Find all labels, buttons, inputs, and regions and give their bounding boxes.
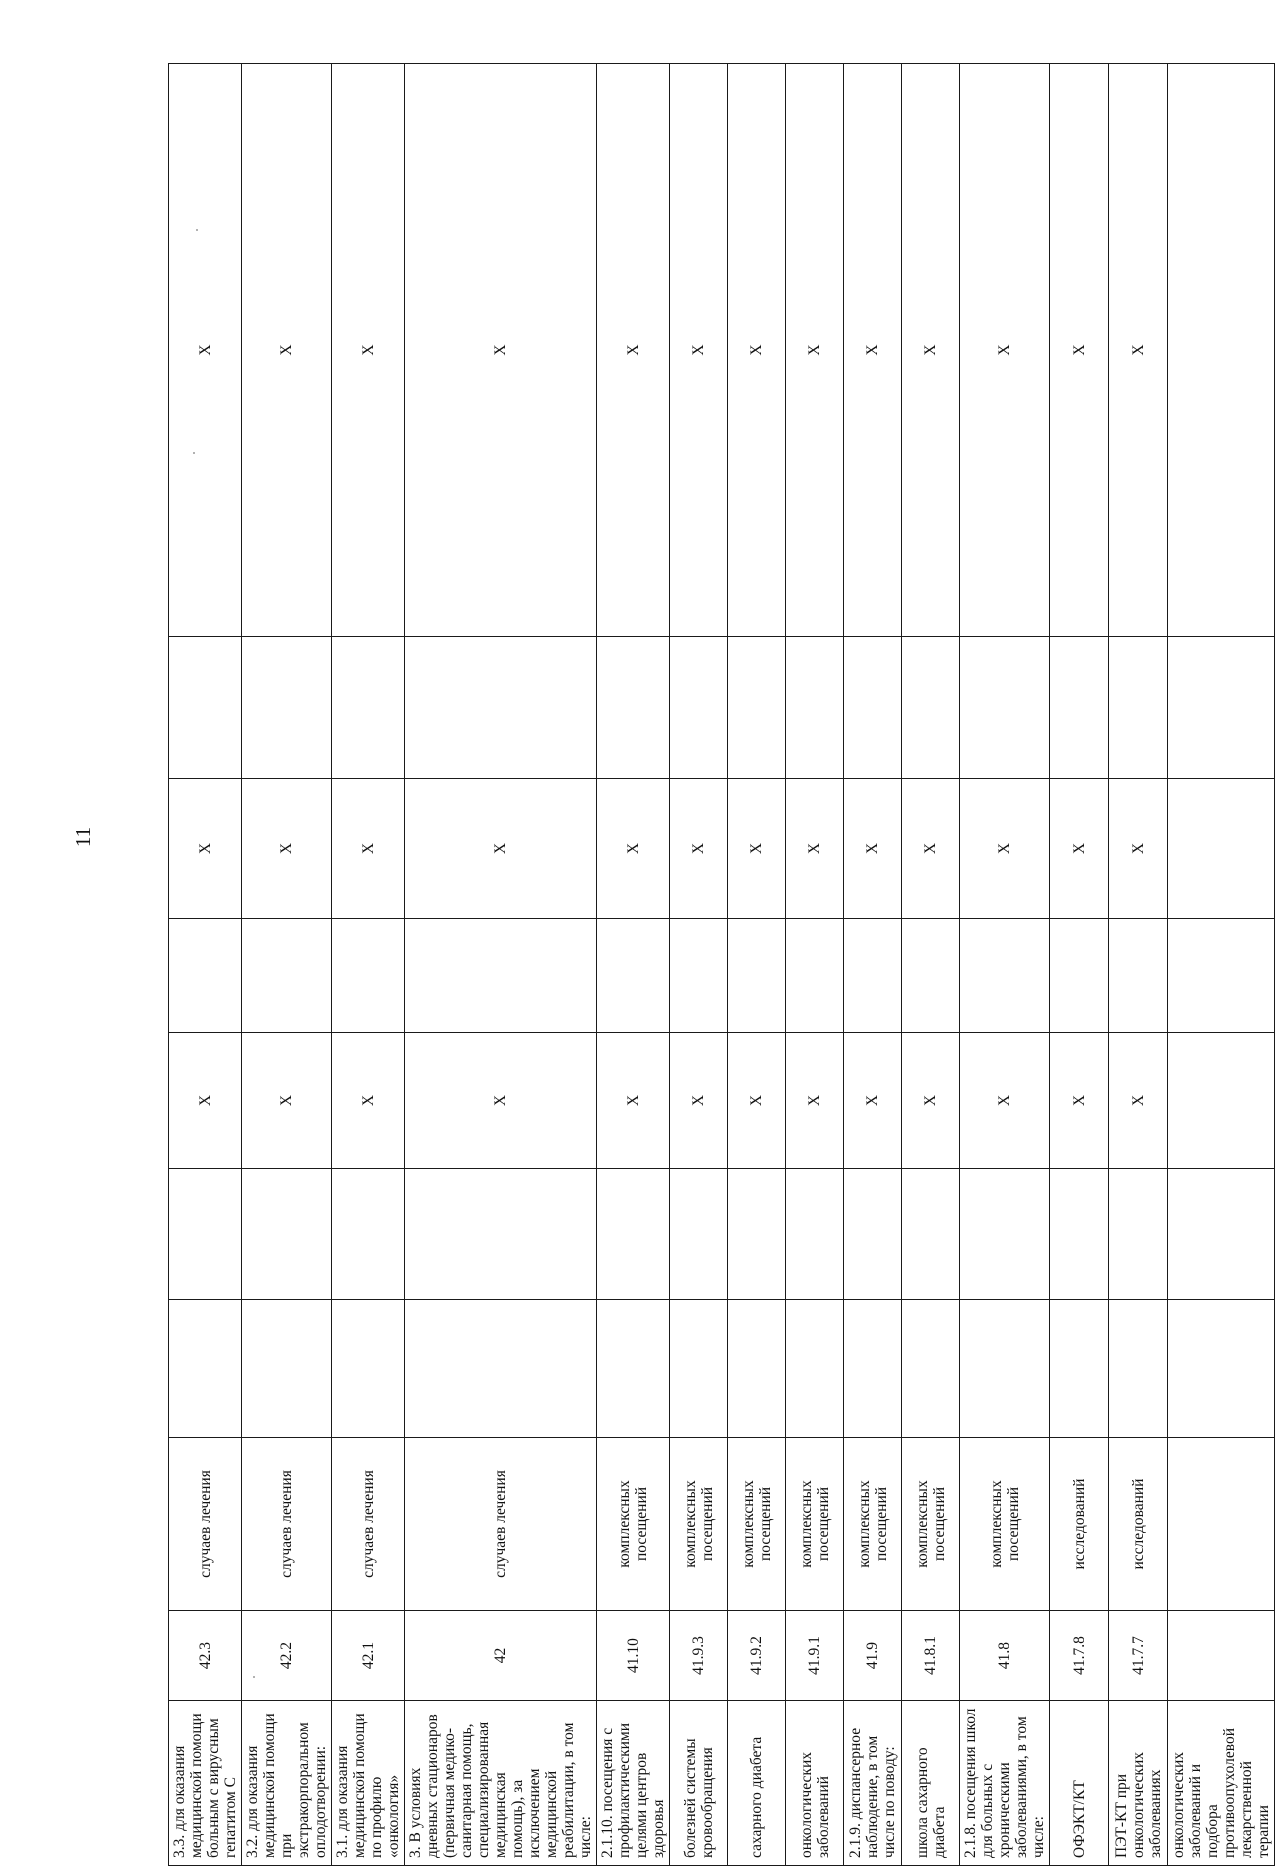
value-cell xyxy=(670,1300,728,1438)
row-code-cell: 41.8 xyxy=(960,1611,1050,1701)
value-cell xyxy=(405,1169,597,1300)
value-cell: X xyxy=(960,64,1050,637)
value-cell: X xyxy=(902,1033,960,1169)
value-cell: X xyxy=(1050,779,1109,919)
value-cell xyxy=(405,1300,597,1438)
row-unit-cell: комплексных посещений xyxy=(597,1438,670,1611)
value-cell xyxy=(902,1169,960,1300)
value-cell xyxy=(169,919,242,1033)
row-unit-cell: комплексных посещений xyxy=(670,1438,728,1611)
value-cell xyxy=(728,919,786,1033)
value-cell: X xyxy=(670,779,728,919)
row-code-cell: 41.7.7 xyxy=(1109,1611,1168,1701)
row-code-cell: 41.7.8 xyxy=(1050,1611,1109,1701)
row-code-cell: 42.3 xyxy=(169,1611,242,1701)
row-unit-cell: случаев лечения xyxy=(405,1438,597,1611)
value-cell: X xyxy=(728,1033,786,1169)
value-cell: X xyxy=(597,64,670,637)
value-cell xyxy=(1168,919,1275,1033)
table-row xyxy=(728,64,786,1866)
value-cell: X xyxy=(1109,1033,1168,1169)
row-code-cell: 41.9.2 xyxy=(728,1611,786,1701)
value-cell: X xyxy=(332,64,405,637)
table-row xyxy=(1050,64,1109,1866)
value-cell: X xyxy=(902,779,960,919)
row-code-cell: 42.2 xyxy=(242,1611,332,1701)
value-cell: X xyxy=(728,64,786,637)
value-cell: X xyxy=(169,64,242,637)
value-cell: X xyxy=(960,779,1050,919)
value-cell xyxy=(169,1300,242,1438)
value-cell: X xyxy=(844,1033,902,1169)
row-unit-cell: случаев лечения xyxy=(242,1438,332,1611)
value-cell: X xyxy=(1109,779,1168,919)
value-cell: X xyxy=(1050,64,1109,637)
row-code-cell: 41.9 xyxy=(844,1611,902,1701)
row-name-cell: 3.1. для оказания медицинской помощи по профилю «онкология» xyxy=(332,1701,405,1866)
row-unit-cell: комплексных посещений xyxy=(728,1438,786,1611)
value-cell xyxy=(597,919,670,1033)
value-cell xyxy=(960,919,1050,1033)
value-cell xyxy=(1168,1033,1275,1169)
value-cell xyxy=(1168,779,1275,919)
page-number: 11 xyxy=(71,826,95,848)
value-cell xyxy=(844,637,902,779)
row-unit-cell: комплексных посещений xyxy=(844,1438,902,1611)
value-cell xyxy=(1109,919,1168,1033)
table-row xyxy=(405,64,597,1866)
value-cell xyxy=(1109,637,1168,779)
value-cell xyxy=(242,1169,332,1300)
row-code-cell: 42 xyxy=(405,1611,597,1701)
row-name-cell: 3.3. для оказания медицинской помощи больным с вирусным гепатитом С xyxy=(169,1701,242,1866)
value-cell xyxy=(597,1300,670,1438)
value-cell xyxy=(1168,637,1275,779)
row-name-cell: болезней системы кровообращения xyxy=(670,1701,728,1866)
value-cell xyxy=(786,1169,844,1300)
value-cell: X xyxy=(597,1033,670,1169)
row-name-cell: ПЭТ-КТ при онкологических заболеваниях xyxy=(1109,1701,1168,1866)
value-cell: X xyxy=(786,1033,844,1169)
value-cell xyxy=(960,1169,1050,1300)
value-cell: X xyxy=(169,1033,242,1169)
row-name-cell: 2.1.9. диспансерное наблюдение, в том числе по поводу: xyxy=(844,1701,902,1866)
row-code-cell: 41.9.1 xyxy=(786,1611,844,1701)
value-cell: X xyxy=(670,64,728,637)
value-cell: X xyxy=(786,779,844,919)
value-cell xyxy=(786,919,844,1033)
value-cell xyxy=(960,637,1050,779)
value-cell: X xyxy=(786,64,844,637)
row-code-cell: 41.10 xyxy=(597,1611,670,1701)
value-cell xyxy=(1109,1169,1168,1300)
row-unit-cell: исследований xyxy=(1109,1438,1168,1611)
value-cell xyxy=(786,637,844,779)
value-cell: X xyxy=(902,64,960,637)
value-cell xyxy=(597,637,670,779)
value-cell: X xyxy=(844,64,902,637)
value-cell xyxy=(902,1300,960,1438)
row-code-cell: 41.9.3 xyxy=(670,1611,728,1701)
value-cell xyxy=(1050,1169,1109,1300)
value-cell: X xyxy=(405,64,597,637)
table-row xyxy=(670,64,728,1866)
value-cell xyxy=(405,919,597,1033)
row-name-cell: онкологических заболеваний xyxy=(786,1701,844,1866)
value-cell xyxy=(786,1300,844,1438)
value-cell: X xyxy=(1109,64,1168,637)
value-cell xyxy=(169,637,242,779)
value-cell xyxy=(844,919,902,1033)
value-cell: X xyxy=(332,1033,405,1169)
value-cell xyxy=(670,919,728,1033)
table-row xyxy=(1168,64,1275,1866)
value-cell xyxy=(332,1169,405,1300)
value-cell xyxy=(1109,1300,1168,1438)
row-code-cell: 42.1 xyxy=(332,1611,405,1701)
value-cell: X xyxy=(405,1033,597,1169)
value-cell: X xyxy=(242,1033,332,1169)
value-cell xyxy=(1168,1169,1275,1300)
row-unit-cell: комплексных посещений xyxy=(786,1438,844,1611)
row-unit-cell: случаев лечения xyxy=(169,1438,242,1611)
row-unit-cell xyxy=(1168,1438,1275,1611)
volume-table xyxy=(168,63,1275,1866)
row-unit-cell: комплексных посещений xyxy=(960,1438,1050,1611)
table-row xyxy=(242,64,332,1866)
value-cell xyxy=(844,1169,902,1300)
rotated-table-wrapper xyxy=(168,64,1272,1866)
row-unit-cell: комплексных посещений xyxy=(902,1438,960,1611)
row-unit-cell: случаев лечения xyxy=(332,1438,405,1611)
value-cell: X xyxy=(169,779,242,919)
value-cell: X xyxy=(1050,1033,1109,1169)
value-cell xyxy=(332,919,405,1033)
value-cell xyxy=(728,1169,786,1300)
value-cell xyxy=(902,637,960,779)
value-cell: X xyxy=(332,779,405,919)
value-cell xyxy=(728,1300,786,1438)
row-name-cell: школа сахарного диабета xyxy=(902,1701,960,1866)
value-cell: X xyxy=(405,779,597,919)
value-cell xyxy=(242,919,332,1033)
value-cell: X xyxy=(728,779,786,919)
value-cell xyxy=(242,1300,332,1438)
value-cell xyxy=(960,1300,1050,1438)
row-name-cell: 3. В условиях дневных стационаров (первичная медико-санитарная помощь, специализированная медицинская помощь), за исключением медицинской реабилитации, в том числе: xyxy=(405,1701,597,1866)
table-row xyxy=(597,64,670,1866)
row-name-cell: онкологических заболеваний и подбора противоопухолевой лекарственной терапии xyxy=(1168,1701,1275,1866)
value-cell xyxy=(1050,1300,1109,1438)
table-row xyxy=(786,64,844,1866)
value-cell xyxy=(670,637,728,779)
value-cell xyxy=(1050,919,1109,1033)
value-cell xyxy=(332,1300,405,1438)
row-name-cell: 3.2. для оказания медицинской помощи при экстракорпоральном оплодотворении: xyxy=(242,1701,332,1866)
value-cell xyxy=(597,1169,670,1300)
value-cell xyxy=(332,637,405,779)
table-row xyxy=(169,64,242,1866)
row-unit-cell: исследований xyxy=(1050,1438,1109,1611)
value-cell: X xyxy=(844,779,902,919)
row-name-cell: 2.1.8. посещения школ для больных с хроническими заболеваниями, в том числе: xyxy=(960,1701,1050,1866)
value-cell xyxy=(1050,637,1109,779)
value-cell: X xyxy=(242,779,332,919)
table-row xyxy=(332,64,405,1866)
row-code-cell: 41.8.1 xyxy=(902,1611,960,1701)
row-name-cell: 2.1.10. посещения с профилактическими целями центров здоровья xyxy=(597,1701,670,1866)
table-row xyxy=(902,64,960,1866)
value-cell xyxy=(902,919,960,1033)
value-cell xyxy=(405,637,597,779)
table-row xyxy=(1109,64,1168,1866)
value-cell: X xyxy=(597,779,670,919)
value-cell xyxy=(728,637,786,779)
value-cell xyxy=(1168,64,1275,637)
value-cell xyxy=(1168,1300,1275,1438)
value-cell: X xyxy=(242,64,332,637)
table-row xyxy=(844,64,902,1866)
value-cell xyxy=(169,1169,242,1300)
value-cell: X xyxy=(670,1033,728,1169)
row-name-cell: ОФЭКТ/КТ xyxy=(1050,1701,1109,1866)
table-row xyxy=(960,64,1050,1866)
table-body xyxy=(169,64,1275,1866)
row-code-cell xyxy=(1168,1611,1275,1701)
row-name-cell: сахарного диабета xyxy=(728,1701,786,1866)
value-cell: X xyxy=(960,1033,1050,1169)
value-cell xyxy=(242,637,332,779)
value-cell xyxy=(844,1300,902,1438)
value-cell xyxy=(670,1169,728,1300)
